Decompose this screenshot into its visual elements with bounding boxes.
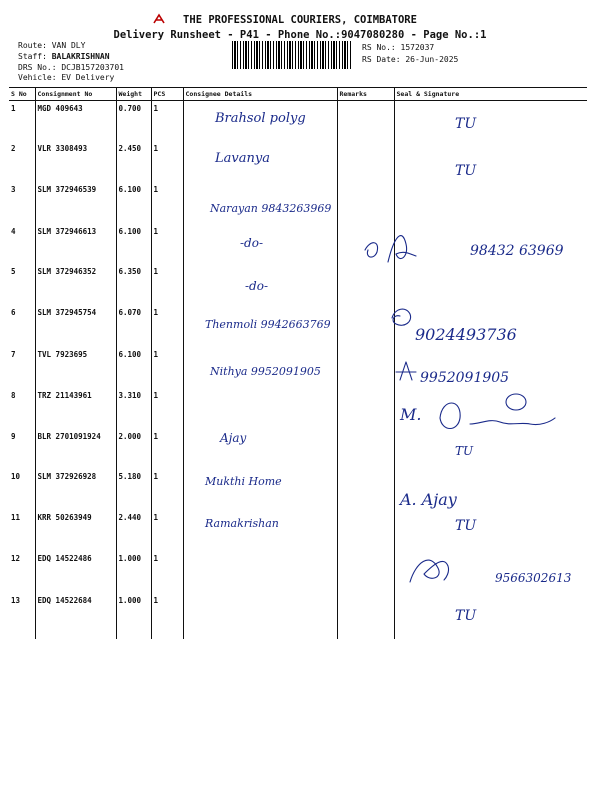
cell-consignment-no: BLR 2701091924 xyxy=(35,429,116,469)
route-label: Route: VAN DLY xyxy=(18,41,86,50)
cell-consignment-no: SLM 372926928 xyxy=(35,469,116,510)
cell-consignment-no: EDQ 14522684 xyxy=(35,593,116,639)
cell-weight: 2.000 xyxy=(116,429,151,469)
handwritten-consignee: Nithya 9952091905 xyxy=(210,365,321,378)
handwritten-consignee: Ajay xyxy=(220,431,247,445)
cell-consignment-no: SLM 372946539 xyxy=(35,182,116,224)
cell-pcs: 1 xyxy=(151,224,183,264)
signature-scribble-6 xyxy=(392,309,411,325)
cell-pcs: 1 xyxy=(151,388,183,429)
cell-consignment-no: VLR 3308493 xyxy=(35,141,116,182)
cell-sno: 7 xyxy=(11,350,16,359)
cell-consignment-no: SLM 372945754 xyxy=(35,305,116,347)
signature-scribble-4 xyxy=(365,236,416,262)
handwritten-signature: A. Ajay xyxy=(400,490,457,509)
company-title: THE PROFESSIONAL COURIERS, COIMBATORE xyxy=(183,14,417,26)
handwritten-signature: 98432 63969 xyxy=(470,243,564,259)
cell-pcs: 1 xyxy=(151,347,183,388)
staff-label: Staff: xyxy=(18,52,52,61)
column-header-pcs: PCS xyxy=(151,88,183,101)
handwritten-signature: 9952091905 xyxy=(420,370,510,386)
cell-sno: 5 xyxy=(11,267,16,276)
handwritten-consignee: Thenmoli 9942663769 xyxy=(205,318,331,331)
cell-pcs: 1 xyxy=(151,101,183,142)
cell-consignment-no: KRR 50263949 xyxy=(35,510,116,551)
column-header-consignee: Consignee Details xyxy=(183,88,337,101)
cell-sno: 1 xyxy=(11,104,16,113)
vehicle-label: Vehicle: EV Delivery xyxy=(18,73,115,82)
cell-sno: 8 xyxy=(11,391,16,400)
handwritten-consignee: Mukthi Home xyxy=(205,475,282,488)
cell-pcs: 1 xyxy=(151,593,183,639)
cell-consignment-no: EDQ 14522486 xyxy=(35,551,116,593)
cell-weight: 6.100 xyxy=(116,347,151,388)
cell-weight: 6.100 xyxy=(116,182,151,224)
column-header-consignment: Consignment No xyxy=(35,88,116,101)
cell-sno: 9 xyxy=(11,432,16,441)
handwritten-consignee: -do- xyxy=(240,236,264,250)
cell-consignment-no: SLM 372946613 xyxy=(35,224,116,264)
runsheet-title: Delivery Runsheet - P41 - Phone No.:9047080280 - Page No.:1 xyxy=(113,29,487,41)
handwritten-signature: 9566302613 xyxy=(495,571,572,585)
circled-d-mark xyxy=(506,394,526,410)
column-header-remarks: Remarks xyxy=(337,88,394,101)
cell-sno: 6 xyxy=(11,308,16,317)
cell-weight: 3.310 xyxy=(116,388,151,429)
handwritten-consignee: Ramakrishan xyxy=(205,517,279,530)
cell-weight: 2.440 xyxy=(116,510,151,551)
cell-weight: 1.000 xyxy=(116,551,151,593)
cell-sno: 11 xyxy=(11,513,21,522)
cell-consignment-no: TVL 7923695 xyxy=(35,347,116,388)
handwritten-consignee: Brahsol polyg xyxy=(215,111,306,126)
cell-consignment-no: TRZ 21143961 xyxy=(35,388,116,429)
cell-weight: 6.350 xyxy=(116,264,151,305)
handwritten-signature: M. xyxy=(400,405,422,424)
cell-sno: 10 xyxy=(11,472,21,481)
handwritten-signature: TU xyxy=(455,608,477,624)
handwritten-signature: TU xyxy=(455,163,477,179)
handwritten-signature: 9024493736 xyxy=(415,325,517,344)
handwritten-signature: TU xyxy=(455,518,477,534)
column-header-weight: Weight xyxy=(116,88,151,101)
handwritten-consignee: Lavanya xyxy=(215,151,270,166)
handwritten-signature: TU xyxy=(455,444,474,458)
staff-name: BALAKRISHNAN xyxy=(51,52,110,61)
cell-consignment-no: MGD 409643 xyxy=(35,101,116,142)
cell-pcs: 1 xyxy=(151,305,183,347)
cell-weight: 1.000 xyxy=(116,593,151,639)
signature-scribble-7 xyxy=(396,362,416,380)
drs-number: DRS No.: DCJB157203701 xyxy=(18,63,124,72)
cell-sno: 12 xyxy=(11,554,21,563)
rs-date: RS Date: 26-Jun-2025 xyxy=(362,55,459,64)
cell-sno: 2 xyxy=(11,144,16,153)
cell-pcs: 1 xyxy=(151,182,183,224)
cell-weight: 5.180 xyxy=(116,469,151,510)
signature-scribble-12 xyxy=(410,560,449,582)
cell-pcs: 1 xyxy=(151,469,183,510)
cell-weight: 2.450 xyxy=(116,141,151,182)
cell-weight: 0.700 xyxy=(116,101,151,142)
handwritten-consignee: -do- xyxy=(245,279,269,293)
cell-pcs: 1 xyxy=(151,429,183,469)
cell-pcs: 1 xyxy=(151,141,183,182)
signature-scribble-8 xyxy=(440,403,555,429)
rs-number: RS No.: 1572037 xyxy=(362,43,435,52)
cell-pcs: 1 xyxy=(151,264,183,305)
cell-sno: 4 xyxy=(11,227,16,236)
column-header-sno: S No xyxy=(9,88,35,101)
column-header-signature: Seal & Signature xyxy=(394,88,587,101)
cell-weight: 6.100 xyxy=(116,224,151,264)
handwritten-signature: TU xyxy=(455,116,477,132)
cell-sno: 3 xyxy=(11,185,16,194)
cell-pcs: 1 xyxy=(151,551,183,593)
cell-sno: 13 xyxy=(11,596,21,605)
cell-pcs: 1 xyxy=(151,510,183,551)
cell-weight: 6.070 xyxy=(116,305,151,347)
handwritten-consignee: Narayan 9843263969 xyxy=(210,202,332,215)
cell-consignment-no: SLM 372946352 xyxy=(35,264,116,305)
